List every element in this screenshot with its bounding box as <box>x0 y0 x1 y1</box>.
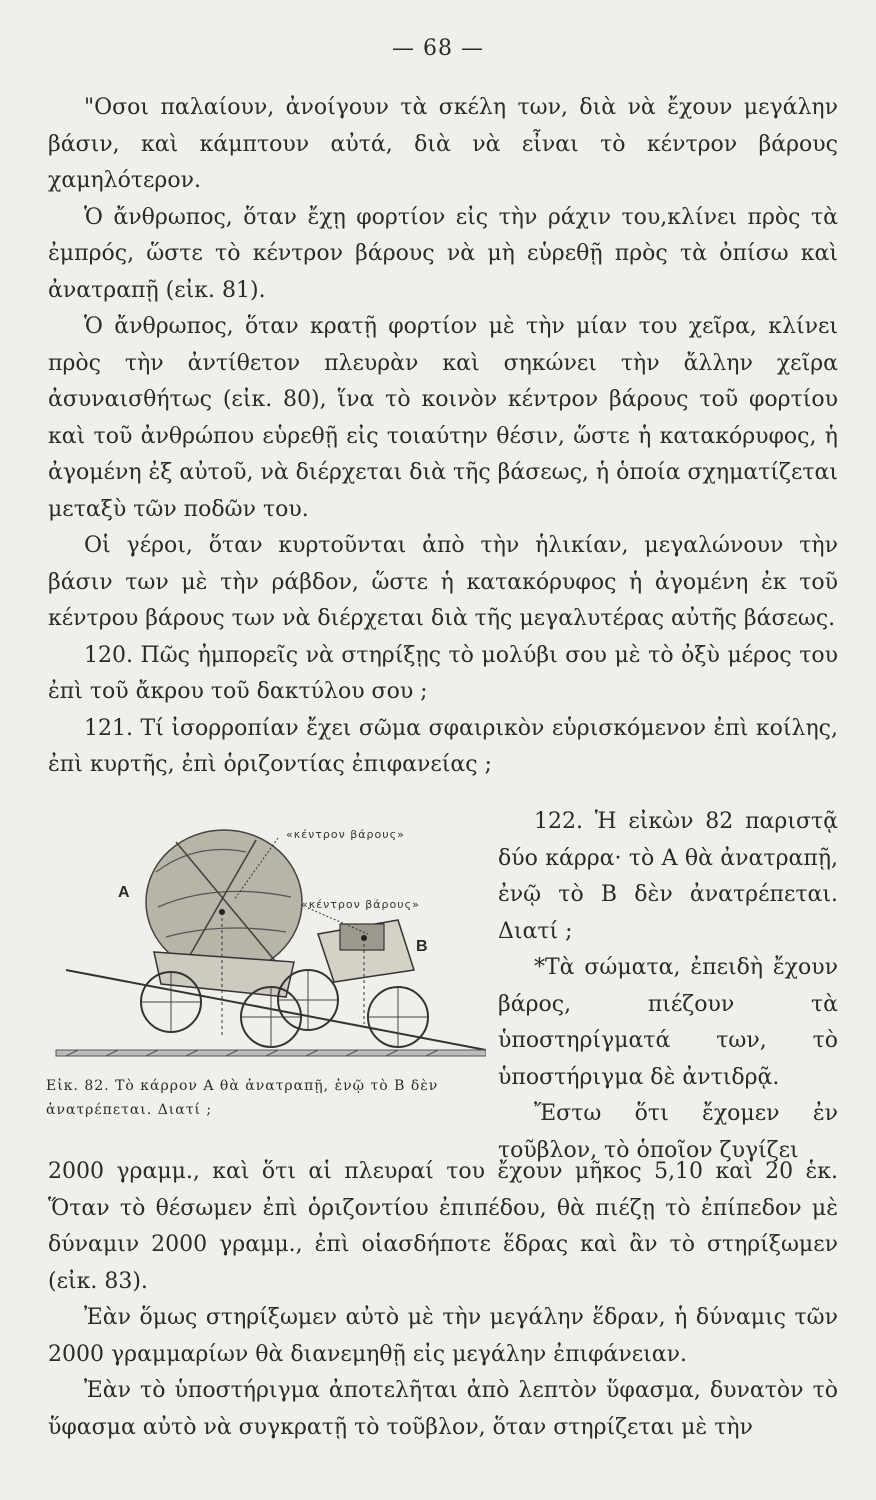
paragraph-back-load: Ὁ ἄνθρωπος, ὅταν ἔχῃ φορτίον εἰς τὴν ράχιν του,κλίνει πρὸς τὰ ἐμπρός, ὥστε τὸ κέντρον βάρους νὰ μὴ εὑρεθῇ πρὸς τὰ ὀπίσω καὶ ἀνατραπῇ (εἰκ. 81). <box>48 204 838 303</box>
paragraph-hand-load: Ὁ ἄνθρωπος, ὅταν κρατῇ φορτίον μὲ τὴν μίαν του χεῖρα, κλίνει πρὸς τὴν ἀντίθετον πλευρὰν καὶ σηκώνει τὴν ἄλλην χεῖρα ἀσυναισθήτως (εἰκ. 80), ἵνα τὸ κοινὸν κέντρον βάρους τοῦ φορτίου καὶ τοῦ ἀνθρώπου εὑρεθῇ εἰς τοιαύτην θέσιν, ὥστε ἡ κατακόρυφος, ἡ ἀγομένη ἐξ αὐτοῦ, νὰ διέρχεται διὰ τῆς βάσεως, ἡ ὁποία σχηματίζεται μεταξὺ τῶν ποδῶν του. <box>48 314 838 522</box>
paragraph-wrestlers: "Οσοι παλαίουν, ἀνοίγουν τὰ σκέλη των, διὰ νὰ ἔχουν μεγάλην βάσιν, καὶ κάμπτουν αὐτά, διὰ νὰ εἶναι τὸ κέντρον βάρους χαμηλότερον. <box>48 95 838 193</box>
question-122: 122. Ἡ εἰκὼν 82 παριστᾷ δύο κάρρα· τὸ Α θὰ ἀνατραπῇ, ἐνῷ τὸ Β δὲν ἀνατρέπεται. Διατί ; <box>498 809 838 944</box>
question-120: 120. Πῶς ἠμπορεῖς νὰ στηρίξῃς τὸ μολύβι σου μὲ τὸ ὀξὺ μέρος του ἐπὶ τοῦ ἄκρου τοῦ δακτύλου σου ; <box>48 642 838 704</box>
paragraph-bodies-weight: *Τὰ σώματα, ἐπειδὴ ἔχουν βάρος, πιέζουν τὰ ὑποστηρίγματά των, τὸ ὑποστήριγμα δὲ ἀντιδρᾷ. <box>498 955 838 1090</box>
cart-b-drawing <box>278 920 428 1047</box>
lower-text <box>48 1154 838 1446</box>
figure-caption: Εἰκ. 82. Τὸ κάρρον Α θὰ ἀνατραπῇ, ἐνῷ τὸ Β δὲν ἀνατρέπεται. Διατί ; <box>46 1078 439 1118</box>
label-center-gravity-b: «κέντρον βάρους» <box>301 898 420 911</box>
figure-82 <box>46 812 486 1142</box>
label-center-gravity-a: «κέντρον βάρους» <box>286 828 405 841</box>
cart-a-letter: A <box>118 884 130 901</box>
side-text <box>498 804 838 1169</box>
main-text <box>48 90 838 784</box>
paragraph-large-face: Ἐὰν ὅμως στηρίξωμεν αὐτὸ μὲ τὴν μεγάλην ἕδραν, ἡ δύναμις τῶν 2000 γραμμαρίων θὰ διανεμηθῇ εἰς μεγάλην ἐπιφάνειαν. <box>48 1305 838 1367</box>
cart-a-center-of-gravity <box>219 909 225 915</box>
page-number: — 68 — <box>392 36 484 61</box>
paragraph-brick-continue: 2000 γραμμ., καὶ ὅτι αἱ πλευραί του ἔχουν μῆκος 5,10 καὶ 20 ἑκ. Ὅταν τὸ θέσωμεν ἐπὶ ὁριζοντίου ἐπιπέδου, θὰ πιέζῃ τὸ ἐπίπεδον μὲ δύναμιν 2000 γραμμ., ἐπὶ οἱασδήποτε ἕδρας καὶ ἂν τὸ στηρίξωμεν (εἰκ. 83). <box>48 1159 838 1294</box>
cart-b-letter: B <box>416 938 428 955</box>
question-121: 121. Τί ἰσορροπίαν ἔχει σῶμα σφαιρικὸν εὑρισκόμενον ἐπὶ κοίλης, ἐπὶ κυρτῆς, ἐπὶ ὁριζοντίας ἐπιφανείας ; <box>48 715 838 777</box>
cart-a-drawing <box>141 830 302 1047</box>
paragraph-fabric: Ἐὰν τὸ ὑποστήριγμα ἀποτελῆται ἀπὸ λεπτὸν ὕφασμα, δυνατὸν τὸ ὕφασμα αὐτὸ νὰ συγκρατῇ τὸ τοῦβλον, ὅταν στηρίζεται μὲ τὴν <box>48 1378 838 1440</box>
cart-b-center-of-gravity <box>361 935 367 941</box>
paragraph-elderly: Οἱ γέροι, ὅταν κυρτοῦνται ἀπὸ τὴν ἡλικίαν, μεγαλώνουν τὴν βάσιν των μὲ τὴν ράβδον, ὥστε ἡ κατακόρυφος ἡ ἀγομένη ἐκ τοῦ κέντρου βάρους των νὰ διέρχεται διὰ τῆς μεγαλυτέρας αὐτῆς βάσεως. <box>48 533 838 631</box>
paragraph-brick-start: Ἔστω ὅτι ἔχομεν ἐν τοῦβλον, τὸ ὁποῖον ζυγίζει <box>498 1101 838 1163</box>
